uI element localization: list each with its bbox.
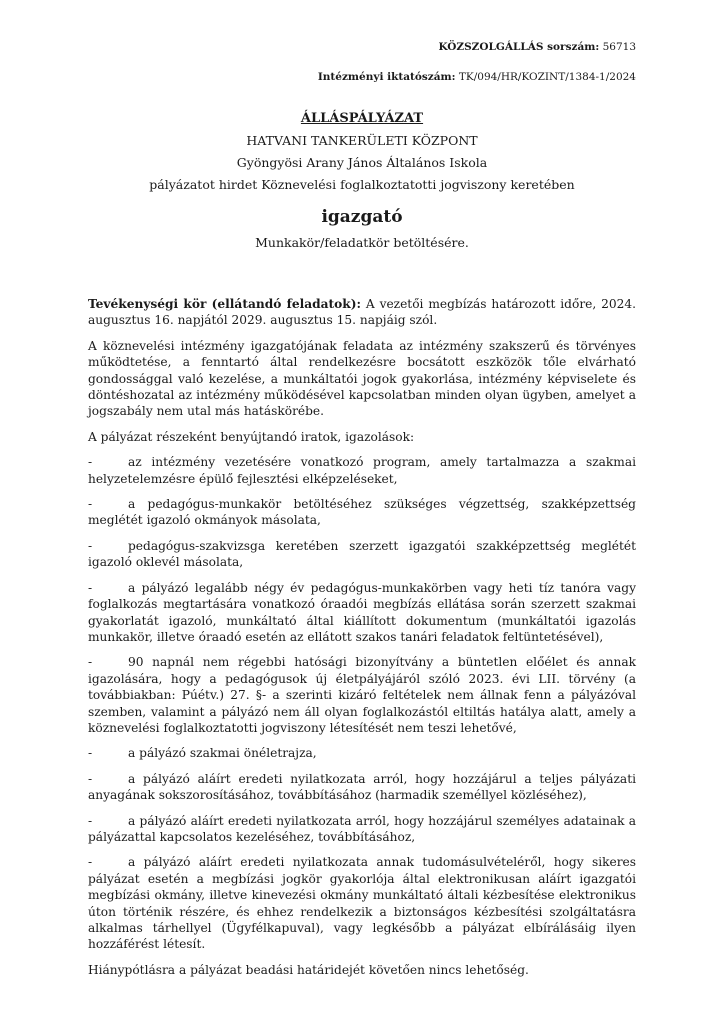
document-meta <box>88 40 636 84</box>
document-header <box>88 110 636 252</box>
document-list-item <box>88 654 636 736</box>
list-item-text: a pályázó legalább négy év pedagógus-munkakörben vagy heti tíz tanóra vagy foglalkozás megtartására vonatkozó óraadói megbízás ellátása során szerzett szakmai gyakorlatát igazoló, munkáltató által kiállított dokumentum (munkáltatói igazolás munkakör, illetve óraadó esetén az ellátott szakos tanári feladatok feltüntetésével), <box>88 580 636 644</box>
list-dash: - <box>88 771 93 786</box>
sorszam-value: 56713 <box>602 41 636 53</box>
list-dash: - <box>88 497 93 512</box>
document-list-item <box>88 813 636 846</box>
document-list-item <box>88 771 636 804</box>
document-list-item <box>88 745 636 761</box>
list-item-text: a pályázó szakmai önéletrajza, <box>128 746 317 761</box>
list-item-text: a pályázó aláírt eredeti nyilatkozata arról, hogy hozzájárul a teljes pályázati anyagának sokszorosításához, továbbításához (harmadik személlyel közléséhez), <box>88 771 636 803</box>
organization-name: HATVANI TANKERÜLETI KÖZPONT <box>246 133 478 148</box>
activity-text: A vezetői megbízás határozott időre, 2024. augusztus 16. napjától 2029. augusztus 15. napjáig szól. <box>88 297 636 328</box>
iktato-label: Intézményi iktatószám: <box>317 71 456 83</box>
list-dash: - <box>88 580 93 595</box>
document-list-item <box>88 580 636 646</box>
list-item-text: az intézmény vezetésére vonatkozó program, amely tartalmazza a szakmai helyzetelemzésre épülő fejlesztési elképzeléseket, <box>88 455 636 486</box>
document-list-item <box>88 538 636 571</box>
position-title: igazgató <box>321 207 403 227</box>
duty-paragraph: A köznevelési intézmény igazgatójának feladata az intézmény szakszerű és törvényes működtetése, a fenntartó által rendelkezésre bocsátott eszközök tőle elvárható gondossággal való kezelése, a munkáltatói jogok gyakorlása, intézmény képviselete és döntéshozatal az intézmény működésével kapcsolatban minden olyan ügyben, amelyet a jogszabály nem utal más hatáskörébe. <box>88 338 636 419</box>
document-list-item <box>88 496 636 529</box>
activity-paragraph <box>88 296 636 329</box>
iktato-line <box>88 70 636 84</box>
document-body <box>88 296 636 978</box>
activity-label: Tevékenységi kör (ellátandó feladatok): <box>88 297 362 311</box>
list-item-text: a pályázó aláírt eredeti nyilatkozata annak tudomásulvételéről, hogy sikeres pályázat esetén a megbízási jogkör gyakorlója által elektronikusan aláírt igazgatói megbízási okmány, illetve kinevezési okmány munkáltató általi kézbesítése elektronikus úton történik részére, és ehhez rendelkezik a biztonságos kézbesítési szolgáltatásra alkalmas tárhellyel (Ügyfélkapuval), vagy legkésőbb a pályázat elbírálásáig ilyen hozzáférést létesít. <box>88 855 636 952</box>
sorszam-line <box>88 40 636 54</box>
purpose-line: Munkakör/feladatkör betöltésére. <box>255 235 469 250</box>
list-dash: - <box>88 455 93 470</box>
iktato-value: TK/094/HR/KOZINT/1384-1/2024 <box>458 71 636 83</box>
list-dash: - <box>88 855 93 870</box>
list-item-text: pedagógus-szakvizsga keretében szerzett igazgatói szakképzettség meglétét igazoló oklevél másolata, <box>88 538 636 570</box>
document-title: ÁLLÁSPÁLYÁZAT <box>300 111 424 126</box>
closing-paragraph: Hiánypótlásra a pályázat beadási határidejét követően nincs lehetőség. <box>88 962 529 977</box>
list-item-text: a pedagógus-munkakör betöltéséhez szükséges végzettség, szakképzettség meglétét igazoló okmányok másolata, <box>88 497 636 528</box>
document-list-item <box>88 854 636 952</box>
list-item-text: 90 napnál nem régebbi hatósági bizonyítvány a büntetlen előélet és annak igazolására, hogy a pedagógusok új életpályájáról szóló 2023. évi LII. törvény (a továbbiakban: Púétv.) 27. §- a szerinti kizáró feltételek nem állnak fenn a pályázóval szemben, valamint a pályázó nem áll olyan foglalkozástól eltiltás hatálya alatt, amely a köznevelési foglalkoztatotti jogviszony létesítését nem teszi lehetővé, <box>88 655 636 735</box>
sorszam-label: KÖZSZOLGÁLLÁS sorszám: <box>438 41 600 53</box>
list-dash: - <box>88 746 93 761</box>
school-name: Gyöngyösi Arany János Általános Iskola <box>236 155 488 170</box>
documents-intro: A pályázat részeként benyújtandó iratok, igazolások: <box>88 429 415 444</box>
document-list-item <box>88 454 636 487</box>
list-item-text: a pályázó aláírt eredeti nyilatkozata arról, hogy hozzájárul személyes adatainak a pályázattal kapcsolatos kezeléséhez, továbbításához, <box>88 813 636 844</box>
list-dash: - <box>88 813 93 828</box>
announcement-line: pályázatot hirdet Köznevelési foglalkoztatotti jogviszony keretében <box>149 177 575 192</box>
list-dash: - <box>88 538 93 553</box>
list-dash: - <box>88 655 93 670</box>
